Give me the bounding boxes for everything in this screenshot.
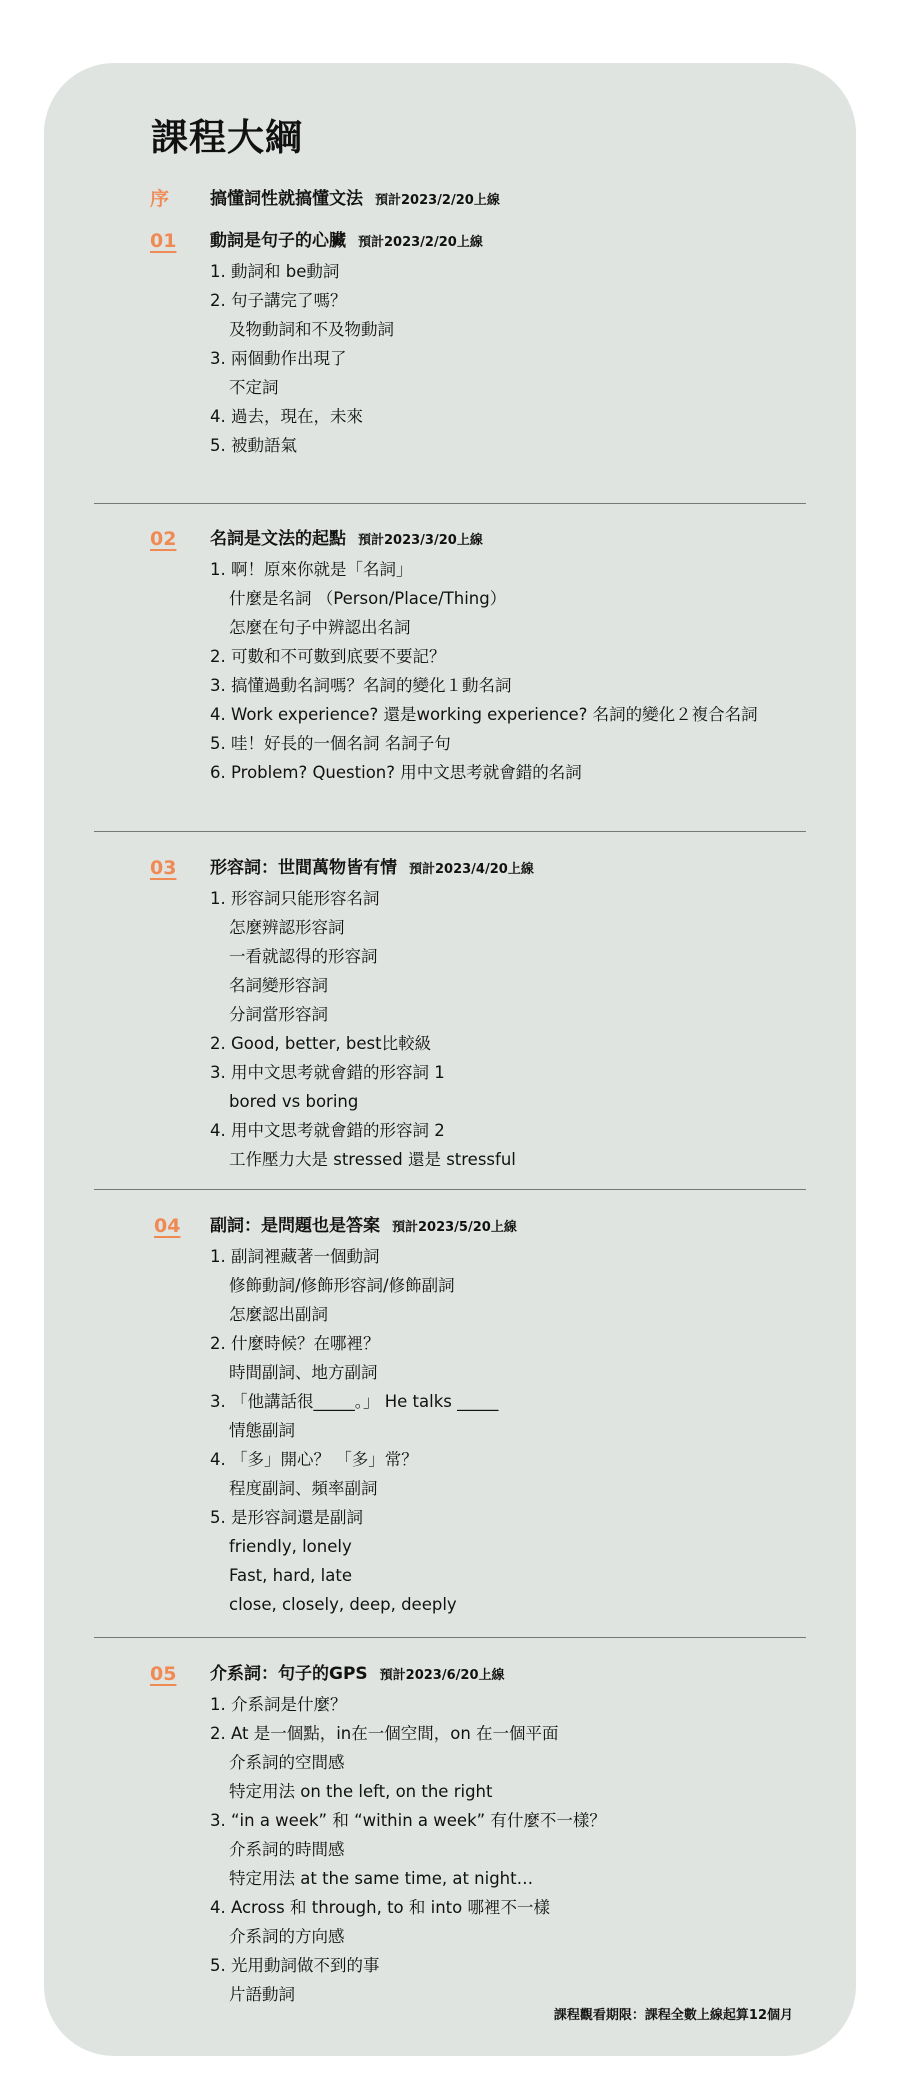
lesson-item: 4. Work experience? 還是working experience? 名詞的變化２複合名詞	[210, 705, 758, 724]
lesson-subitem: 一看就認得的形容詞	[229, 947, 378, 966]
lesson-item: 1. 副詞裡藏著一個動詞	[210, 1247, 380, 1266]
lesson-subitem: 工作壓力大是 stressed 還是 stressful	[229, 1150, 516, 1169]
section-divider	[94, 831, 806, 832]
lesson-item: 4. 過去，現在，未來	[210, 407, 363, 426]
chapter-date: 預計2023/5/20上線	[392, 1220, 517, 1235]
chapter-number: 04	[154, 1215, 181, 1237]
lesson-item: 3. “in a week” 和 “within a week” 有什麼不一樣？	[210, 1811, 606, 1830]
lesson-subitem: 名詞變形容詞	[229, 976, 328, 995]
lesson-subitem: 修飾動詞/修飾形容詞/修飾副詞	[229, 1276, 455, 1295]
chapter-date: 預計2023/2/20上線	[358, 235, 483, 250]
lesson-item: 6. Problem? Question? 用中文思考就會錯的名詞	[210, 763, 582, 782]
lesson-list	[210, 555, 758, 787]
lesson-list	[210, 1242, 498, 1619]
preface-label: 序	[150, 188, 170, 210]
lesson-subitem: 時間副詞、地方副詞	[229, 1363, 378, 1382]
chapter-heading: 名詞是文法的起點	[210, 529, 346, 549]
chapter-header	[210, 1213, 517, 1241]
lesson-item: 2. Good, better, best比較級	[210, 1034, 432, 1053]
lesson-subitem: 分詞當形容詞	[229, 1005, 328, 1024]
page-title: 課程大綱	[151, 116, 303, 159]
lesson-subitem: 不定詞	[229, 378, 279, 397]
lesson-subitem: 介系詞的方向感	[229, 1927, 345, 1946]
lesson-item: 5. 被動語氣	[210, 436, 297, 455]
lesson-item: 1. 啊！原來你就是「名詞」	[210, 560, 413, 579]
preface-date: 預計2023/2/20上線	[375, 193, 500, 208]
preface-heading: 搞懂詞性就搞懂文法	[210, 189, 363, 209]
lesson-subitem: 介系詞的空間感	[229, 1753, 345, 1772]
chapter-heading: 形容詞：世間萬物皆有情	[210, 858, 397, 878]
chapter-number: 02	[150, 528, 177, 550]
lesson-item: 4. 用中文思考就會錯的形容詞 2	[210, 1121, 445, 1140]
chapter-date: 預計2023/3/20上線	[358, 533, 483, 548]
preface-header	[210, 186, 500, 214]
chapter-heading: 動詞是句子的心臟	[210, 231, 346, 251]
lesson-subitem: 情態副詞	[229, 1421, 295, 1440]
lesson-item: 1. 動詞和 be動詞	[210, 262, 340, 281]
lesson-item: 5. 是形容詞還是副詞	[210, 1508, 363, 1527]
lesson-subitem: 介系詞的時間感	[229, 1840, 345, 1859]
chapter-heading: 副詞：是問題也是答案	[210, 1216, 380, 1236]
chapter-header	[210, 1661, 505, 1689]
chapter-header	[210, 228, 483, 256]
chapter-date: 預計2023/4/20上線	[409, 862, 534, 877]
lesson-subitem: friendly, lonely	[229, 1537, 352, 1556]
chapter-heading: 介系詞：句子的GPS	[210, 1664, 368, 1684]
lesson-item: 5. 哇！好長的一個名詞 名詞子句	[210, 734, 451, 753]
lesson-item: 2. 什麼時候？在哪裡？	[210, 1334, 380, 1353]
lesson-item: 3. 搞懂過動名詞嗎？名詞的變化１動名詞	[210, 676, 512, 695]
chapter-number: 01	[150, 230, 177, 252]
lesson-subitem: 怎麼認出副詞	[229, 1305, 328, 1324]
lesson-subitem: Fast, hard, late	[229, 1566, 352, 1585]
lesson-list	[210, 884, 516, 1174]
lesson-subitem: 片語動詞	[229, 1985, 295, 2004]
lesson-item: 1. 形容詞只能形容名詞	[210, 889, 380, 908]
viewing-period-note: 課程觀看期限：課程全數上線起算12個月	[553, 2008, 793, 2023]
lesson-item: 4. Across 和 through, to 和 into 哪裡不一樣	[210, 1898, 550, 1917]
chapter-date: 預計2023/6/20上線	[379, 1668, 505, 1683]
section-divider	[94, 1637, 806, 1638]
lesson-subitem: 特定用法 at the same time, at night…	[229, 1869, 534, 1888]
lesson-item: 4. 「多」開心？ 「多」常？	[210, 1450, 418, 1469]
lesson-item: 2. 句子講完了嗎？	[210, 291, 347, 310]
lesson-item: 3. 兩個動作出現了	[210, 349, 347, 368]
lesson-item: 2. At 是一個點，in在一個空間，on 在一個平面	[210, 1724, 559, 1743]
lesson-subitem: 特定用法 on the left, on the right	[229, 1782, 493, 1801]
lesson-subitem: 什麼是名詞 （Person/Place/Thing）	[229, 589, 507, 608]
lesson-subitem: bored vs boring	[229, 1092, 359, 1111]
lesson-subitem: 怎麼辨認形容詞	[229, 918, 345, 937]
chapter-header	[210, 526, 483, 554]
lesson-subitem: 及物動詞和不及物動詞	[229, 320, 394, 339]
lesson-item: 5. 光用動詞做不到的事	[210, 1956, 380, 1975]
chapter-number: 03	[150, 857, 177, 879]
lesson-item: 1. 介系詞是什麼？	[210, 1695, 347, 1714]
section-divider	[94, 503, 806, 504]
lesson-subitem: close, closely, deep, deeply	[229, 1595, 457, 1614]
lesson-subitem: 怎麼在句子中辨認出名詞	[229, 618, 411, 637]
lesson-subitem: 程度副詞、頻率副詞	[229, 1479, 378, 1498]
lesson-item: 3. 「他講話很_____。」 He talks _____	[210, 1392, 499, 1411]
chapter-header	[210, 855, 534, 883]
lesson-list	[210, 1690, 606, 2009]
lesson-item: 2. 可數和不可數到底要不要記？	[210, 647, 446, 666]
lesson-list	[210, 257, 394, 460]
section-divider	[94, 1189, 806, 1190]
lesson-item: 3. 用中文思考就會錯的形容詞 1	[210, 1063, 445, 1082]
chapter-number: 05	[150, 1663, 177, 1685]
